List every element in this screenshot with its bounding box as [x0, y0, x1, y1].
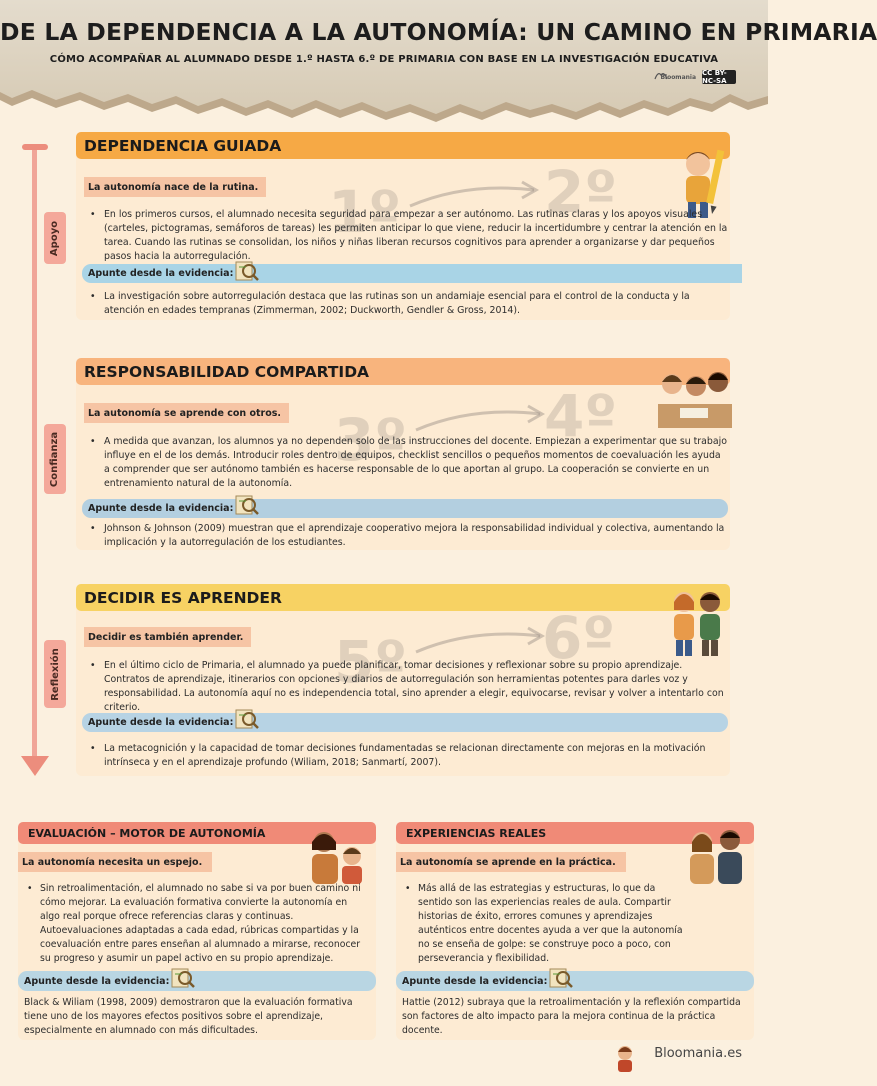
section-subheading: Decidir es también aprender.: [84, 627, 251, 647]
brand-footer[interactable]: Bloomania.es: [654, 1046, 742, 1061]
evidence-bar: Apunte desde la evidencia:: [82, 264, 742, 283]
section-bullet: • En los primeros cursos, el alumnado necesita seguridad para empezar a ser autónomo. Las rutinas claras y los apoyos visuales (carteles, pictogramas, semáforos de tareas) les permiten anticipar lo que viene, reducir la incertidumbre y centrar la atención en la tarea. Cuando las rutinas se consolidan, los niños y niñas liberan recursos cognitivos para aprender a organizarse y dar pequeños pasos hacia la autorregulación.: [86, 208, 728, 264]
timeline-arrow-icon: [21, 756, 49, 776]
magnifier-document-icon: [170, 967, 196, 989]
section-bullet: • A medida que avanzan, los alumnos ya no dependen solo de las instrucciones del docente. Empiezan a experimentar que su trabajo influye en el de los demás. Introducir roles dentro de equipos, checklist sencillos o pequeños momentos de coevaluación les ayuda a comprender que ser autónomo también es hacerse responsable de lo que aportan al grupo. La cooperación se convierte en un entrenamiento natural de la autonomía.: [86, 435, 728, 491]
stage-label-reflexion: Reflexión: [44, 640, 66, 708]
stage-label-confianza: Confianza: [44, 424, 66, 494]
stage-label-apoyo: Apoyo: [44, 212, 66, 264]
brand-avatar-icon: [614, 1044, 636, 1072]
bottom-card-title: EVALUACIÓN – MOTOR DE AUTONOMÍA: [18, 822, 376, 844]
students-group-illustration: [658, 364, 732, 430]
page-subtitle: CÓMO ACOMPAÑAR AL ALUMNADO DESDE 1.º HASTA 6.º DE PRIMARIA CON BASE EN LA INVESTIGACIÓN EDUCATIVA: [49, 54, 719, 65]
header-banner: [0, 0, 877, 130]
section-subheading: La autonomía se aprende con otros.: [84, 403, 289, 423]
timeline-line: [32, 147, 37, 759]
section-card-decidir: [76, 584, 730, 776]
magnifier-document-icon: [234, 260, 260, 282]
teacher-and-child-illustration: [306, 828, 368, 886]
evidence-bar: Apunte desde la evidencia:: [18, 971, 376, 991]
bottom-card-bullet: • Más allá de las estrategias y estructuras, lo que da sentido son las experiencias reales de aula. Compartir historias de éxito, errores comunes y aprendizajes auténticos entre docentes ayuda a ver que la autonomía no se enseña de golpe: se construye poco a poco, con perseverancia y flexibilidad.: [402, 882, 692, 966]
bottom-card-title: EXPERIENCIAS REALES: [396, 822, 754, 844]
two-students-illustration: [666, 586, 728, 658]
evidence-text: Hattie (2012) subraya que la retroalimentación y la reflexión compartida son factores de alto impacto para la mejora continua de la práctica docente.: [402, 997, 741, 1036]
page-title: DE LA DEPENDENCIA A LA AUTONOMÍA: UN CAMINO EN PRIMARIA: [0, 18, 877, 46]
license-badge: CC BY-NC-SA: [702, 70, 736, 84]
section-title: RESPONSABILIDAD COMPARTIDA: [76, 358, 730, 385]
bottom-card-bullet: • Sin retroalimentación, el alumnado no sabe si va por buen camino ni cómo mejorar. La evaluación formativa convierte la autonomía en algo real porque ofrece referencias claras y continuas. Autoevaluaciones adaptadas a cada edad, rúbricas compartidas y la coevaluación entre pares enseñan al alumnado a mirarse, reconocer su progreso y asumir un papel activo en su propio aprendizaje.: [24, 882, 364, 966]
section-title: DEPENDENCIA GUIADA: [76, 132, 730, 159]
grade-from: 1º: [328, 178, 402, 246]
grade-from: 5º: [334, 628, 408, 696]
section-subheading: La autonomía nace de la rutina.: [84, 177, 266, 197]
grade-to: 6º: [542, 604, 616, 672]
evidence-text: • La metacognición y la capacidad de tomar decisiones fundamentadas se relacionan directamente con mejoras en la motivación intrínseca y en el aprendizaje profundo (Wiliam, 2018; Sanmartí, 2007).: [86, 742, 728, 770]
magnifier-document-icon: [234, 708, 260, 730]
grade-to: 4º: [544, 382, 618, 450]
evidence-text: • La investigación sobre autorregulación destaca que las rutinas son un andamiaje esencial para el control de la conducta y la atención en edades tempranas (Zimmerman, 2002; Duckworth, Gendler & Gross, 2014).: [86, 290, 728, 318]
progress-arrow-icon: [412, 622, 552, 662]
two-teachers-illustration: [686, 826, 748, 886]
section-bullet: • En el último ciclo de Primaria, el alumnado ya puede planificar, tomar decisiones y reflexionar sobre su propio aprendizaje. Contratos de aprendizaje, itinerarios con opciones y diarios de autorregulación son herramientas potentes para darles voz y responsabilidad. La autonomía aquí no es independencia total, sino aprender a elegir, equivocarse, revisar y volver a intentarlo con criterio.: [86, 659, 728, 715]
bloomania-logo-text: Bloomania: [660, 73, 696, 81]
evidence-text: • Johnson & Johnson (2009) muestran que el aprendizaje cooperativo mejora la responsabilidad individual y colectiva, aumentando la implicación y la autorregulación de los estudiantes.: [86, 522, 728, 550]
evidence-bar: Apunte desde la evidencia:: [82, 713, 728, 732]
bottom-card-subheading: La autonomía se aprende en la práctica.: [396, 852, 626, 872]
grade-to: 2º: [544, 158, 618, 226]
header-logos: [654, 70, 736, 84]
section-card-responsabilidad: [76, 358, 730, 550]
timeline-start-cap: [22, 144, 48, 150]
progress-arrow-icon: [412, 400, 552, 440]
section-card-dependencia: [76, 132, 730, 320]
bottom-card-evaluacion: [18, 822, 376, 1040]
evidence-bar: Apunte desde la evidencia:: [396, 971, 754, 991]
grade-from: 3º: [334, 406, 408, 474]
magnifier-document-icon: [548, 967, 574, 989]
evidence-bar: Apunte desde la evidencia:: [82, 499, 728, 518]
section-title: DECIDIR ES APRENDER: [76, 584, 730, 611]
bottom-card-subheading: La autonomía necesita un espejo.: [18, 852, 212, 872]
evidence-text: Black & Wiliam (1998, 2009) demostraron que la evaluación formativa tiene uno de los mayores efectos positivos sobre el aprendizaje, especialmente en alumnado con más dificultades.: [24, 997, 353, 1036]
magnifier-document-icon: [234, 494, 260, 516]
bottom-card-experiencias: [396, 822, 754, 1040]
